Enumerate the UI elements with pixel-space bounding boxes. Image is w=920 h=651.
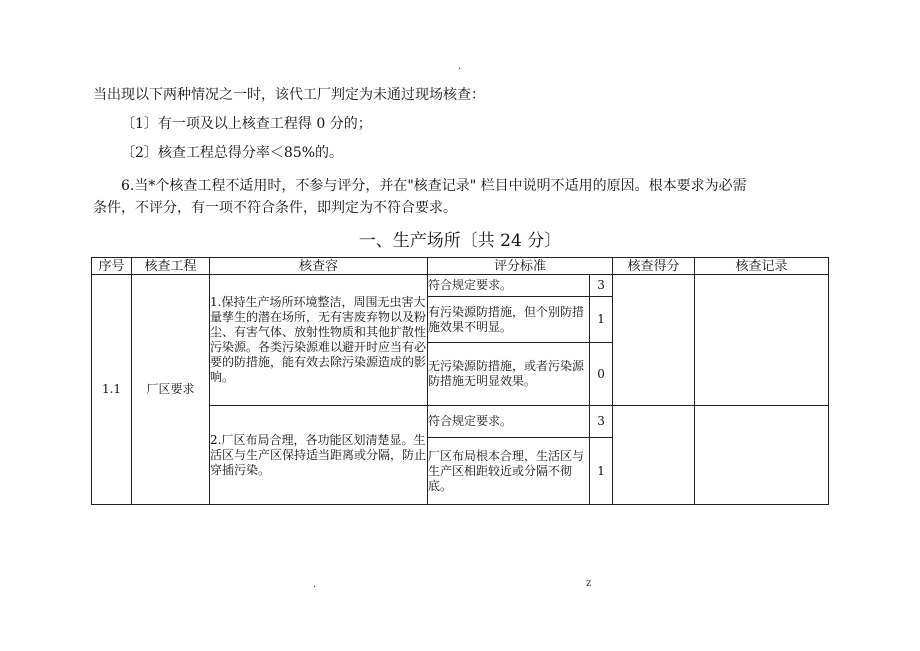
content-cell-2: 2.厂区布局合理，各功能区划清楚显。生活区与生产区保持适当距离或分隔，防止穿插污染。: [210, 406, 428, 505]
criteria-points: 0: [590, 343, 613, 406]
footer-dot: .: [313, 579, 317, 590]
criteria-points: 3: [590, 406, 613, 438]
record-cell-1[interactable]: [695, 275, 829, 406]
header-criteria: 评分标准: [428, 258, 613, 275]
header-record: 核查记录: [695, 258, 829, 275]
record-cell-2[interactable]: [695, 406, 829, 505]
criteria-text: 有污染源防措施，但个别防措施效果不明显。: [428, 297, 590, 343]
header-content: 核查容: [210, 258, 428, 275]
section-title: 一、生产场所〔共 24 分〕: [358, 231, 562, 251]
seq-cell: 1.1: [92, 275, 132, 505]
inspection-table: [91, 257, 829, 505]
header-seq: 序号: [92, 258, 132, 275]
note-paragraph-line-1: 6.当*个核查工程不适用时，不参与评分，并在"核查记录" 栏目中说明不适用的原因。根本要求为必需: [121, 178, 747, 194]
header-item: 核查工程: [132, 258, 210, 275]
table-row: [92, 275, 829, 297]
intro-paragraph: 当出现以下两种情况之一时，该代工厂判定为未通过现场核查：: [93, 87, 485, 103]
criteria-text: 符合规定要求。: [428, 275, 590, 297]
criteria-points: 1: [590, 297, 613, 343]
score-cell-1[interactable]: [613, 275, 695, 406]
header-dot: .: [458, 61, 462, 72]
criteria-points: 3: [590, 275, 613, 297]
criteria-text: 无污染源防措施，或者污染源防措施无明显效果。: [428, 343, 590, 406]
content-cell-1: 1.保持生产场所环境整洁，周围无虫害大量孳生的潜在场所，无有害废弃物以及粉尘、有害气体、放射性物质和其他扩散性污染源。各类污染源难以避开时应当有必要的防措施，能有效去除污染源造成的影响。: [210, 275, 428, 406]
table-header-row: [92, 258, 829, 275]
score-cell-2[interactable]: [613, 406, 695, 505]
criteria-text: 厂区布局根本合理，生活区与生产区相距较近或分隔不彻底。: [428, 438, 590, 505]
criteria-text: 符合规定要求。: [428, 406, 590, 438]
note-paragraph-line-2: 条件，不评分，有一项不符合条件，即判定为不符合要求。: [93, 200, 457, 216]
footer-mark: z: [586, 578, 592, 589]
condition-item-1: 〔1〕有一项及以上核查工程得 0 分的；: [121, 116, 372, 132]
item-cell: 厂区要求: [132, 275, 210, 505]
criteria-points: 1: [590, 438, 613, 505]
header-score: 核查得分: [613, 258, 695, 275]
condition-item-2: 〔2〕核查工程总得分率＜85%的。: [121, 145, 344, 161]
